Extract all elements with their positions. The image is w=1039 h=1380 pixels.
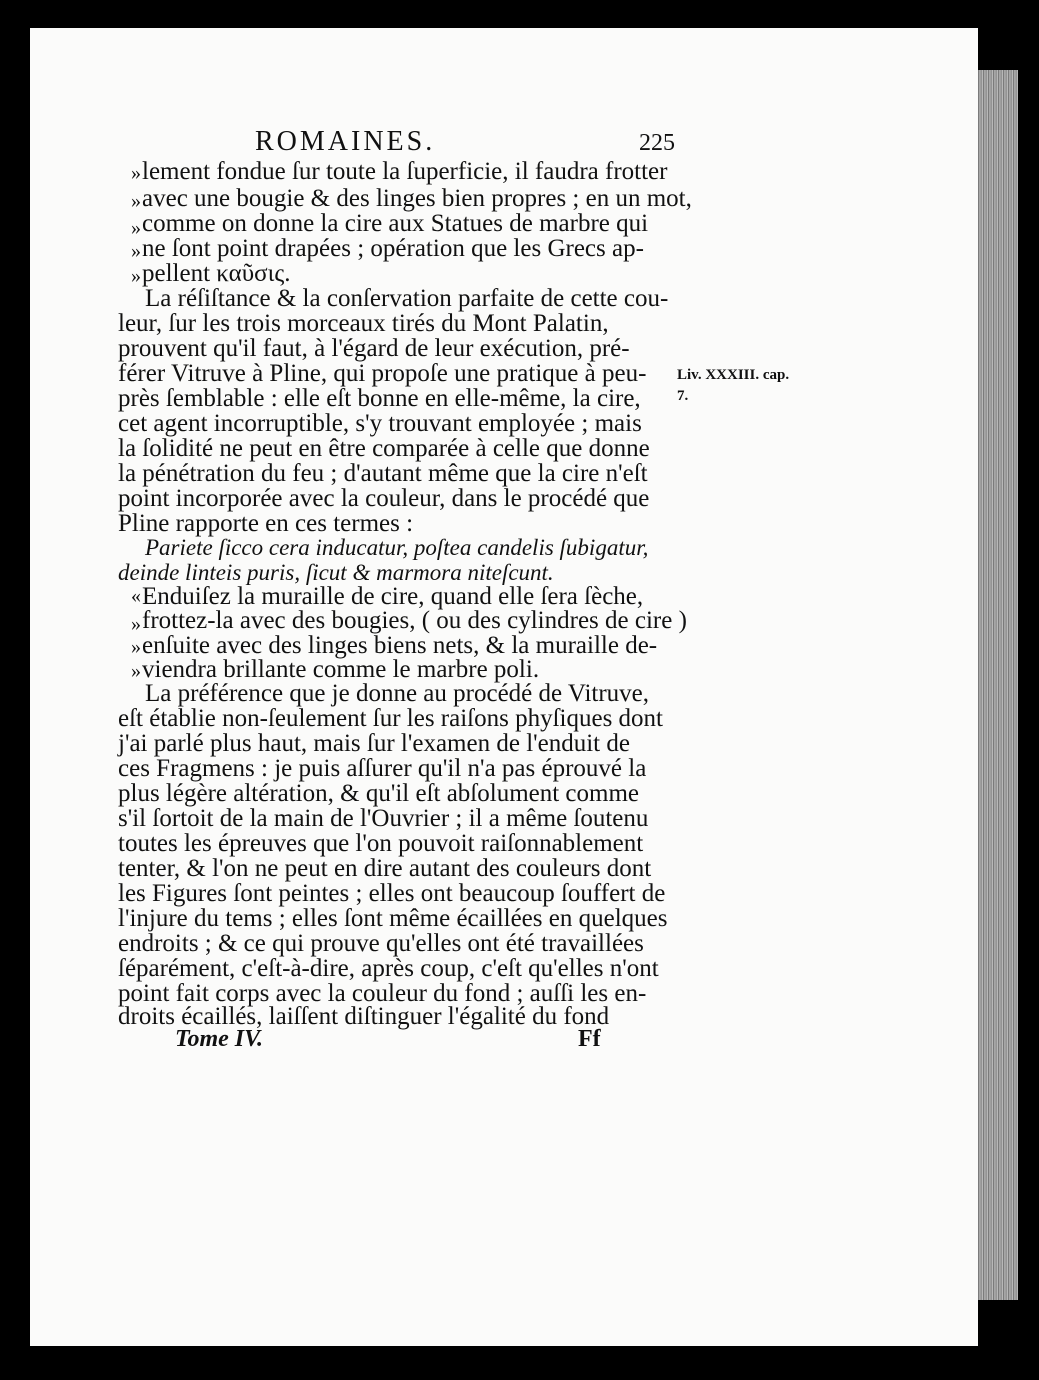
text-line: l'injure du tems ; elles ſont même écaillées en quelques <box>118 905 668 932</box>
page-number: 225 <box>639 130 675 156</box>
text-line: enſuite avec des linges biens nets, & la muraille de- <box>142 632 658 659</box>
text-line: ces Fragmens : je puis aſſurer qu'il n'a pas éprouvé la <box>118 755 647 782</box>
text-line: point fait corps avec la couleur du fond ; auſſi les en- <box>118 980 647 1007</box>
margin-note: 7. <box>677 388 689 404</box>
quote-mark: » <box>131 217 141 239</box>
page-edge <box>978 70 1018 1300</box>
text-line: plus légère altération, & qu'il eſt abſolument comme <box>118 780 640 807</box>
margin-note: Liv. XXXIII. cap. <box>677 367 790 383</box>
quote-mark: » <box>131 613 141 635</box>
text-line: point incorporée avec la couleur, dans le procédé que <box>118 485 650 512</box>
signature-mark: Ff <box>578 1026 601 1052</box>
quote-mark: » <box>131 190 141 212</box>
text-line: près ſemblable : elle eſt bonne en elle-même, la cire, <box>118 385 641 412</box>
text-line: eſt établie non-ſeulement ſur les raiſons phyſiques dont <box>118 705 664 732</box>
text-line: j'ai parlé plus haut, mais ſur l'examen de l'enduit de <box>118 730 630 757</box>
text-line: La préférence que je donne au procédé de Vitruve, <box>145 680 650 707</box>
quote-mark: » <box>131 162 141 184</box>
text-line: comme on donne la cire aux Statues de marbre qui <box>142 210 649 237</box>
quote-mark: « <box>131 585 141 607</box>
text-line: frottez-la avec des bougies, ( ou des cylindres de cire ) <box>142 607 687 634</box>
text-line: s'il ſortoit de la main de l'Ouvrier ; il a même ſoutenu <box>118 805 649 832</box>
text-line: les Figures ſont peintes ; elles ont beaucoup ſouffert de <box>118 880 666 907</box>
text-line: Pline rapporte en ces termes : <box>118 510 414 537</box>
text-line: la ſolidité ne peut en être comparée à celle que donne <box>118 435 650 462</box>
text-line: endroits ; & ce qui prouve qu'elles ont été travaillées <box>118 930 644 957</box>
text-line: leur, ſur les trois morceaux tirés du Mont Palatin, <box>118 310 609 337</box>
quote-mark: » <box>131 660 141 682</box>
latin-quote-line: Pariete ſicco cera inducatur, poſtea candelis ſubigatur, <box>145 535 649 560</box>
text-line: avec une bougie & des linges bien propres ; en un mot, <box>142 185 692 212</box>
latin-quote-line: deinde linteis puris, ſicut & marmora niteſcunt. <box>118 560 554 585</box>
running-head: ROMAINES. <box>255 126 436 157</box>
quote-mark: » <box>131 636 141 658</box>
text-line: cet agent incorruptible, s'y trouvant employée ; mais <box>118 410 642 437</box>
quote-mark: » <box>131 240 141 262</box>
text-line: viendra brillante comme le marbre poli. <box>142 656 540 683</box>
text-line: toutes les épreuves que l'on pouvoit raiſonnablement <box>118 830 644 857</box>
text-line: tenter, & l'on ne peut en dire autant des couleurs dont <box>118 855 652 882</box>
text-line: Enduiſez la muraille de cire, quand elle ſera ſèche, <box>142 583 644 610</box>
text-line: prouvent qu'il faut, à l'égard de leur exécution, pré- <box>118 335 630 362</box>
text-line: La réſiſtance & la conſervation parfaite de cette cou- <box>145 285 669 312</box>
text-line: pellent καῦσις. <box>142 260 291 287</box>
quote-mark: » <box>131 265 141 287</box>
text-line: ne ſont point drapées ; opération que les Grecs ap- <box>142 235 644 262</box>
text-line: droits écaillés, laiſſent diſtinguer l'égalité du fond <box>118 1003 610 1030</box>
text-line: lement fondue ſur toute la ſuperficie, il faudra frotter <box>142 158 668 185</box>
text-line: férer Vitruve à Pline, qui propoſe une pratique à peu- <box>118 360 647 387</box>
text-line: la pénétration du feu ; d'autant même que la cire n'eſt <box>118 460 648 487</box>
volume-label: Tome IV. <box>175 1026 264 1052</box>
text-line: ſéparément, c'eſt-à-dire, après coup, c'eſt qu'elles n'ont <box>118 955 659 982</box>
